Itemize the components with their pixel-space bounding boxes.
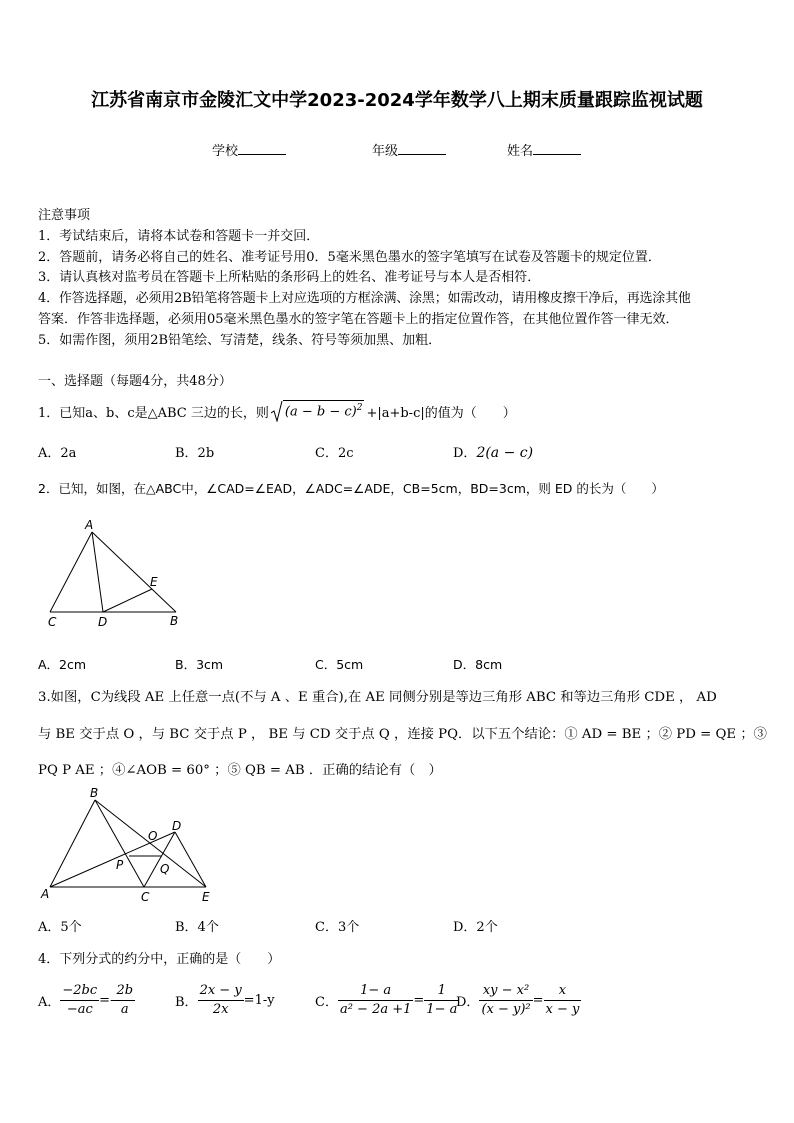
notice-item: 3．请认真核对监考员在答题卡上所粘贴的条形码上的姓名、准考证号与本人是否相符． <box>38 270 541 285</box>
notice-item: 2．答题前，请务必将自己的姓名、准考证号用0．5毫米黑色墨水的签字笔填写在试卷及答题卡的规定位置． <box>38 250 661 265</box>
page-title: 江苏省南京市金陵汇文中学2023-2024学年数学八上期末质量跟踪监视试题 <box>91 90 703 111</box>
grade-blank <box>398 142 446 155</box>
q1-option-b: B．2b <box>175 446 215 461</box>
q1-tail: +|a+b-c|的值为（ ） <box>366 405 516 421</box>
q2-option-a: A．2cm <box>38 657 87 672</box>
radicand: (a − b − c) <box>284 404 357 420</box>
school-blank <box>238 142 286 155</box>
notice-item: 1．考试结束后，请将本试卷和答题卡一并交回． <box>38 229 320 244</box>
denominator: a² − 2a +1 <box>339 1002 412 1017</box>
exponent: 2 <box>356 403 363 413</box>
q3-option-a: A．5个 <box>38 920 82 935</box>
segment-bc <box>95 800 144 887</box>
notice-item: 答案．作答非选择题，必须用05毫米黑色墨水的签字笔在答题卡上的指定位置作答，在其他位置作答一律无效． <box>38 312 679 327</box>
segment-ad <box>92 532 103 612</box>
radical-sign-icon <box>271 400 283 422</box>
denominator: −ac <box>66 1002 93 1017</box>
q3-triangles-figure <box>36 784 226 906</box>
point-label: P <box>116 858 124 872</box>
numerator: 2b <box>114 982 135 1001</box>
question-3-line1: 3.如图，C为线段 AE 上任意一点(不与 A 、E 重合),在 AE 同侧分别是等边三角形 ABC 和等边三角形 CDE ， AD <box>38 690 717 705</box>
option-label: A． <box>38 995 61 1010</box>
q4-option-a <box>38 982 135 1019</box>
grade-field <box>372 140 446 159</box>
q2-option-c: C．5cm <box>315 657 364 672</box>
denominator: a <box>120 1002 129 1017</box>
notice-item: 5．如需作图，须用2B铅笔绘、写清楚，线条、符号等须加黑、加粗． <box>38 333 442 348</box>
point-label: A <box>85 518 94 532</box>
option-label: D． <box>453 446 477 461</box>
segment-be <box>95 800 206 887</box>
grade-label: 年级 <box>372 144 399 159</box>
point-label: B <box>170 614 179 628</box>
q2-triangle-figure <box>40 518 190 630</box>
name-label: 姓名 <box>507 144 534 159</box>
point-label: O <box>148 829 158 843</box>
equals-text: =1-y <box>243 993 275 1008</box>
denominator: (x − y)² <box>481 1002 531 1017</box>
q1-option-a: A．2a <box>38 446 77 461</box>
point-label: C <box>141 890 150 904</box>
numerator: 1 <box>424 982 459 1001</box>
point-label: D <box>98 615 108 629</box>
fraction <box>424 982 459 1019</box>
point-label: Q <box>160 862 170 876</box>
point-label: E <box>150 575 158 589</box>
fraction <box>198 982 244 1019</box>
q2-option-b: B．3cm <box>175 657 224 672</box>
q3-option-c: C．3个 <box>315 920 360 935</box>
question-3-line3: PQ P AE ；④∠AOB = 60° ；⑤ QB = AB ．正确的结论有（ ） <box>38 763 442 778</box>
segment-ab <box>50 800 95 887</box>
point-label: C <box>48 615 57 629</box>
q4-option-d <box>456 982 581 1019</box>
denominator: 2x <box>212 1002 229 1017</box>
equals-sign: = <box>413 993 425 1008</box>
q2-option-d: D．8cm <box>453 657 503 672</box>
fraction <box>338 982 413 1019</box>
sqrt-expression <box>271 400 365 422</box>
fraction <box>479 982 532 1019</box>
school-field <box>212 140 286 159</box>
numerator: xy − x² <box>479 982 532 1001</box>
question-4: 4．下列分式的约分中，正确的是（ ） <box>38 952 281 967</box>
q1-option-d <box>453 442 533 461</box>
equals-sign: =- <box>99 993 115 1008</box>
point-label: D <box>172 819 182 833</box>
segment-de <box>103 589 152 612</box>
section-heading: 一、选择题（每题4分，共48分） <box>38 374 232 389</box>
q3-option-d: D．2个 <box>453 920 498 935</box>
question-2: 2．已知，如图，在△ABC中，∠CAD=∠EAD，∠ADC=∠ADE，CB=5cm，BD=3cm，则 ED 的长为（ ） <box>38 481 664 496</box>
q1-stem: 1．已知a、b、c是△ABC 三边的长，则 <box>38 405 269 421</box>
segment-de <box>175 832 206 887</box>
fraction <box>544 982 582 1019</box>
notice-heading: 注意事项 <box>38 208 91 223</box>
fraction <box>60 982 99 1019</box>
denominator: x − y <box>545 1002 580 1017</box>
numerator: x <box>544 982 582 1001</box>
q3-option-b: B．4个 <box>175 920 219 935</box>
point-label: A <box>41 887 50 901</box>
question-1 <box>38 400 516 422</box>
numerator: 2x − y <box>198 982 244 1001</box>
notice-item: 4．作答选择题，必须用2B铅笔将答题卡上对应选项的方框涂满、涂黑；如需改动，请用橡皮擦干净后，再选涂其他 <box>38 291 691 306</box>
segment-ac <box>50 532 92 612</box>
name-blank <box>533 142 581 155</box>
option-label: B． <box>175 995 198 1010</box>
school-label: 学校 <box>212 144 239 159</box>
q4-option-b <box>175 982 275 1019</box>
equals-sign: = <box>532 993 544 1008</box>
q1-option-c: C．2c <box>315 446 354 461</box>
option-expression: 2(a − c) <box>476 445 534 461</box>
fraction <box>114 982 135 1019</box>
option-label: C． <box>315 995 338 1010</box>
numerator: 1− a <box>338 982 413 1001</box>
segment-ab <box>92 532 176 612</box>
point-label: E <box>202 890 210 904</box>
question-3-line2: 与 BE 交于点 O ，与 BC 交于点 P ， BE 与 CD 交于点 Q ，连接 PQ．以下五个结论：① AD = BE ；② PD = QE ；③ <box>38 727 767 742</box>
q4-option-c <box>315 982 459 1019</box>
option-label: D． <box>456 995 480 1010</box>
denominator: 1− a <box>426 1002 458 1017</box>
name-field <box>507 140 581 159</box>
point-label: B <box>90 786 99 800</box>
numerator: −2bc <box>60 982 99 1001</box>
